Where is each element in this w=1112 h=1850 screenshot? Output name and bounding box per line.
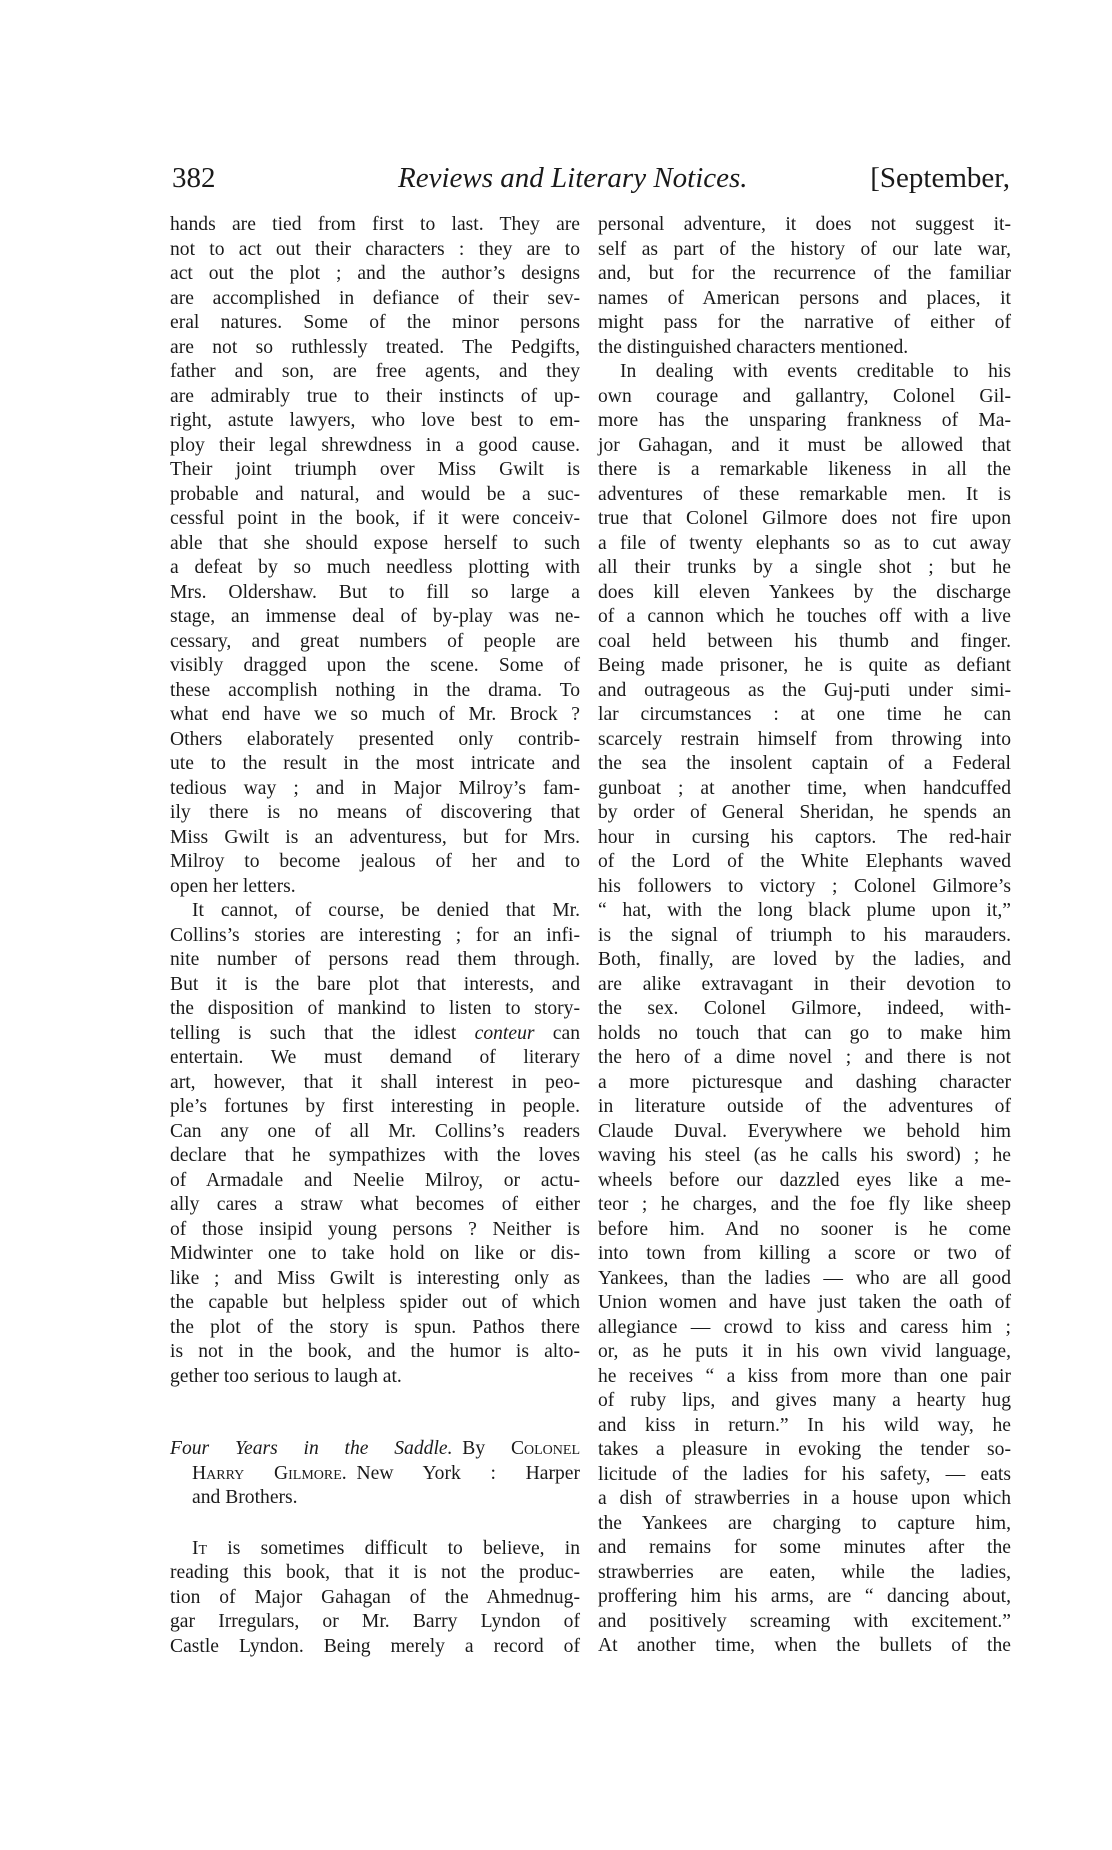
text-line: of ruby lips, and gives many a hearty hug: [598, 1390, 1011, 1411]
text-line: Miss Gwilt is an adventuress, but for Mrs.: [170, 826, 580, 848]
text-line: Yankees, than the ladies — who are all good: [598, 1267, 1011, 1289]
text-line: Others elaborately presented only contrib-: [170, 728, 580, 750]
author-name: Harry Gilmore.: [192, 1462, 347, 1484]
text-line: is not in the book, and the humor is alto-: [170, 1341, 580, 1362]
text-line: the sex. Colonel Gilmore, indeed, with-: [598, 998, 1011, 1019]
text-line: own courage and gallantry, Colonel Gil-: [598, 385, 1011, 407]
text-line: more has the unsparing frankness of Ma-: [598, 410, 1011, 431]
by-label: By: [462, 1438, 486, 1459]
text-line: Mrs. Oldershaw. But to fill so large a: [170, 581, 580, 603]
text-line: a file of twenty elephants so as to cut away: [598, 532, 1011, 554]
text-line: all their trunks by a single shot ; but he: [598, 557, 1011, 578]
text-line: strawberries are eaten, while the ladies,: [598, 1561, 1011, 1583]
text-line: Both, finally, are loved by the ladies, and: [598, 949, 1011, 970]
text-line: holds no touch that can go to make him: [598, 1022, 1011, 1044]
text-line: visibly dragged upon the scene. Some of: [170, 655, 580, 676]
text-line: scarcely restrain himself from throwing into: [598, 728, 1011, 750]
text-line: [170, 1537, 580, 1562]
text-line: of a cannon which he touches off with a live: [598, 606, 1011, 627]
notice-line: [170, 1462, 580, 1487]
notice-line: [170, 1437, 580, 1462]
text-line: like ; and Miss Gwilt is interesting only as: [170, 1267, 580, 1289]
text-line: Union women and have just taken the oath of: [598, 1292, 1011, 1313]
text-line: the capable but helpless spider out of which: [170, 1292, 580, 1313]
text-line: teor ; he charges, and the foe fly like sheep: [598, 1194, 1011, 1215]
text-line: the plot of the story is spun. Pathos there: [170, 1316, 580, 1338]
text-line: and outrageous as the Guj-puti under simi-: [598, 679, 1011, 701]
text-line: what end have we so much of Mr. Brock ?: [170, 704, 580, 725]
running-title: Reviews and Literary Notices.: [398, 162, 748, 194]
text-line: is the signal of triumph to his marauders.: [598, 924, 1011, 946]
running-header: [172, 162, 1010, 202]
text-line: eral natures. Some of the minor persons: [170, 312, 580, 333]
left-column: [170, 213, 580, 1659]
line-text: is sometimes difficult to believe, in: [207, 1537, 580, 1559]
text-line: open her letters.: [170, 875, 296, 897]
text-line: and positively screaming with excitement.”: [598, 1610, 1011, 1632]
text-line: proffering him his arms, are “ dancing about,: [598, 1586, 1011, 1607]
text-line: adventures of these remarkable men. It is: [598, 483, 1011, 505]
issue-month: [September,: [870, 162, 1010, 194]
text-line: gunboat ; at another time, when handcuffed: [598, 777, 1011, 799]
text-line: ute to the result in the most intricate and: [170, 753, 580, 774]
text-line: cessary, and great numbers of people are: [170, 630, 580, 652]
author-rank: Colonel: [510, 1438, 580, 1459]
text-line: nite number of persons read them through.: [170, 949, 580, 970]
text-line: in literature outside of the adventures of: [598, 1096, 1011, 1117]
text-line: lar circumstances : at one time he can: [598, 704, 1011, 725]
text-line: reading this book, that it is not the produc-: [170, 1562, 580, 1583]
text-line: a more picturesque and dashing character: [598, 1071, 1011, 1093]
text-line: entertain. We must demand of literary: [170, 1047, 580, 1068]
text-line: In dealing with events creditable to his: [620, 361, 1011, 382]
text-line: by order of General Sheridan, he spends an: [598, 802, 1011, 823]
text-line: before him. And no sooner is he come: [598, 1218, 1011, 1240]
text-line: the distinguished characters mentioned.: [598, 336, 909, 358]
paragraph: [170, 1537, 580, 1660]
text-line: hour in cursing his captors. The red-hair: [598, 826, 1011, 848]
publisher-name: and Brothers.: [192, 1487, 298, 1508]
book-title: Four Years in the Saddle.: [170, 1438, 453, 1459]
text-line: Collins’s stories are interesting ; for an infi-: [170, 924, 580, 946]
text-line: his followers to victory ; Colonel Gilmore’s: [598, 875, 1011, 897]
text-line: Castle Lyndon. Being merely a record of: [170, 1635, 580, 1657]
text-line: act out the plot ; and the author’s designs: [170, 263, 580, 284]
spacer: [170, 1389, 580, 1437]
text-line: are not so ruthlessly treated. The Pedgifts,: [170, 336, 580, 358]
text-line: the Yankees are charging to capture him,: [598, 1512, 1011, 1534]
text-line: are accomplished in defiance of their sev-: [170, 287, 580, 309]
text-line: takes a pleasure in evoking the tender so-: [598, 1439, 1011, 1460]
text-line: gar Irregulars, or Mr. Barry Lyndon of: [170, 1611, 580, 1632]
text-line: these accomplish nothing in the drama. To: [170, 679, 580, 701]
italic-word: conteur: [474, 1022, 535, 1044]
text-line: or, as he puts it in his own vivid language,: [598, 1341, 1011, 1362]
text-line: coal held between his thumb and finger.: [598, 630, 1011, 652]
text-line: waving his steel (as he calls his sword) ; he: [598, 1145, 1011, 1166]
text-line: names of American persons and places, it: [598, 287, 1011, 309]
text-line: are alike extravagant in their devotion to: [598, 973, 1011, 995]
text-line: Their joint triumph over Miss Gwilt is: [170, 459, 580, 480]
text-line: not to act out their characters : they are to: [170, 238, 580, 260]
text-line: stage, an immense deal of by-play was ne-: [170, 606, 580, 627]
text-line: allegiance — crowd to kiss and caress him ;: [598, 1316, 1011, 1338]
text-line: telling is such that the idlest conteur can: [170, 1022, 580, 1044]
paragraph: [170, 213, 580, 899]
text-line: tion of Major Gahagan of the Ahmednug-: [170, 1586, 580, 1608]
text-line: he receives “ a kiss from more than one pair: [598, 1365, 1011, 1387]
spacer: [170, 1511, 580, 1537]
text-line: Being made prisoner, he is quite as defiant: [598, 655, 1011, 676]
text-line: might pass for the narrative of either of: [598, 312, 1011, 333]
text-line: the sea the insolent captain of a Federal: [598, 753, 1011, 774]
text-line: gether too serious to laugh at.: [170, 1365, 402, 1387]
text-line: of Armadale and Neelie Milroy, or actu-: [170, 1169, 580, 1191]
text-line: able that she should expose herself to such: [170, 532, 580, 554]
text-line: there is a remarkable likeness in all the: [598, 459, 1011, 480]
text-line: Milroy to become jealous of her and to: [170, 851, 580, 872]
text-line: ily there is no means of discovering that: [170, 802, 580, 823]
text-line: father and son, are free agents, and they: [170, 361, 580, 382]
book-notice-heading: [170, 1437, 580, 1511]
text-line: true that Colonel Gilmore does not fire upon: [598, 508, 1011, 529]
right-column: [598, 213, 1011, 1659]
text-line: ally cares a straw what becomes of either: [170, 1194, 580, 1215]
text-line: cessful point in the book, if it were conceiv-: [170, 508, 580, 529]
text-line: licitude of the ladies for his safety, — eats: [598, 1463, 1011, 1485]
text-line: hands are tied from first to last. They are: [170, 214, 580, 235]
text-line: ploy their legal shrewdness in a good cause.: [170, 434, 580, 456]
publisher-place: New York : Harper: [356, 1462, 580, 1484]
text-line: self as part of the history of our late war,: [598, 238, 1011, 260]
text-line: of those insipid young persons ? Neither is: [170, 1218, 580, 1240]
text-line: tedious way ; and in Major Milroy’s fam-: [170, 777, 580, 799]
text-line: art, however, that it shall interest in peo-: [170, 1071, 580, 1093]
text-line: and kiss in return.” In his wild way, he: [598, 1414, 1011, 1436]
text-line: Can any one of all Mr. Collins’s readers: [170, 1120, 580, 1142]
text-line: are admirably true to their instincts of up-: [170, 385, 580, 407]
text-line: At another time, when the bullets of the: [598, 1635, 1011, 1656]
small-caps-opener: It: [192, 1537, 208, 1559]
paragraph: [598, 213, 1011, 360]
text-line: the disposition of mankind to listen to story-: [170, 998, 580, 1019]
paragraph: [170, 899, 580, 1389]
text-line: does kill eleven Yankees by the discharge: [598, 581, 1011, 603]
text-line: It cannot, of course, be denied that Mr.: [192, 900, 580, 921]
text-line: Midwinter one to take hold on like or dis-: [170, 1243, 580, 1264]
text-line: jor Gahagan, and it must be allowed that: [598, 434, 1011, 456]
text-line: ple’s fortunes by first interesting in people.: [170, 1096, 580, 1117]
text-line: declare that he sympathizes with the loves: [170, 1145, 580, 1166]
text-line: the hero of a dime novel ; and there is not: [598, 1047, 1011, 1068]
text-line: “ hat, with the long black plume upon it,”: [598, 900, 1011, 921]
text-line: a dish of strawberries in a house upon which: [598, 1488, 1011, 1509]
page-number: 382: [172, 162, 216, 194]
text-line: personal adventure, it does not suggest it-: [598, 214, 1011, 235]
text-line: Claude Duval. Everywhere we behold him: [598, 1120, 1011, 1142]
text-line: a defeat by so much needless plotting with: [170, 557, 580, 578]
text-line: of the Lord of the White Elephants waved: [598, 851, 1011, 872]
text-line: But it is the bare plot that interests, and: [170, 973, 580, 995]
text-line: and remains for some minutes after the: [598, 1537, 1011, 1558]
text-line: into town from killing a score or two of: [598, 1243, 1011, 1264]
text-line: probable and natural, and would be a suc-: [170, 483, 580, 505]
text-line: and, but for the recurrence of the familiar: [598, 263, 1011, 284]
text-line: wheels before our dazzled eyes like a me-: [598, 1169, 1011, 1191]
paragraph: [598, 360, 1011, 1659]
text-line: right, astute lawyers, who love best to em-: [170, 410, 580, 431]
